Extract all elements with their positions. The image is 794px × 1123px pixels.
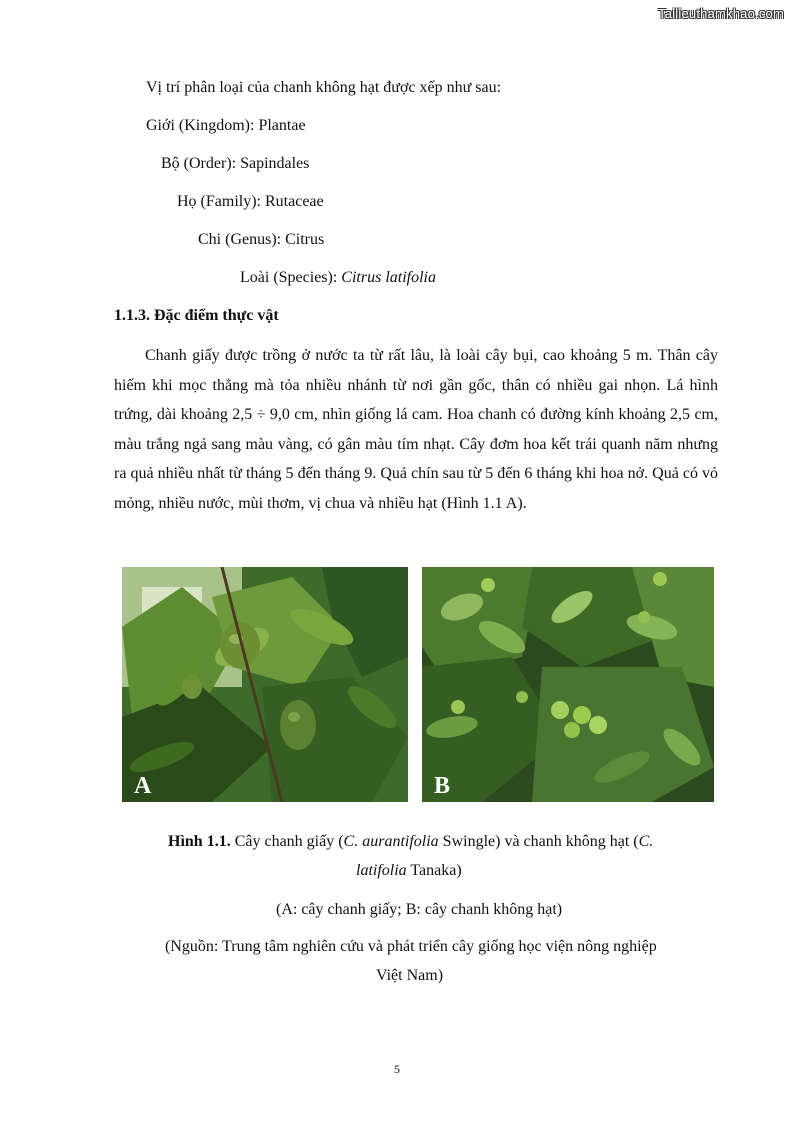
figure-source-line1: (Nguồn: Trung tâm nghiên cứu và phát triển cây giống học viện nông nghiệp	[165, 938, 657, 955]
species-name: Citrus latifolia	[341, 269, 436, 286]
caption-species-2b: latifolia	[356, 862, 407, 879]
caption-species-2a: C.	[638, 833, 654, 850]
watermark: Tailieuthamkhao.com	[658, 6, 784, 21]
taxonomy-kingdom: Giới (Kingdom): Plantae	[146, 117, 306, 134]
section-paragraph: Chanh giấy được trồng ở nước ta từ rất lâu, là loài cây bụi, cao khoảng 5 m. Thân cây hiếm khi mọc thẳng mà tỏa nhiều nhánh từ nơi gần gốc, thân có nhiều gai nhọn. Lá hình trứng, dài khoảng 2,5 ÷ 9,0 cm, nhìn giống lá cam. Hoa chanh có đường kính khoảng 2,5 cm, màu trắng ngả sang màu vàng, có gân màu tím nhạt. Cây đơm hoa kết trái quanh năm nhưng ra quả nhiều nhất từ tháng 5 đến tháng 9. Quả chín sau từ 5 đến 6 tháng khi hoa nở. Quả có vỏ mỏng, nhiều nước, mùi thơm, vị chua và nhiều hạt (Hình 1.1 A).	[114, 347, 718, 512]
figure-caption-line2	[356, 861, 462, 881]
figure-source-line2: Việt Nam)	[376, 967, 444, 984]
photo-b-image	[422, 567, 714, 802]
caption-text-1: Cây chanh giấy (	[230, 833, 344, 850]
photo-b	[422, 567, 714, 802]
caption-text-3: Tanaka)	[406, 862, 462, 879]
section-heading: 1.1.3. Đặc điểm thực vật	[114, 307, 279, 324]
taxonomy-species	[240, 268, 436, 288]
photo-a	[122, 567, 408, 802]
figure-number: Hình 1.1.	[168, 833, 231, 850]
page-number: 5	[394, 1062, 400, 1076]
taxonomy-order: Bộ (Order): Sapindales	[161, 155, 310, 172]
taxonomy-genus: Chi (Genus): Citrus	[198, 231, 325, 248]
caption-species-1: C. aurantifolia	[343, 833, 439, 850]
figure-caption-line1	[168, 832, 653, 852]
photo-b-label: B	[434, 773, 451, 799]
figure-legend: (A: cây chanh giấy; B: cây chanh không hạt)	[276, 901, 563, 918]
taxonomy-family: Họ (Family): Rutaceae	[177, 193, 324, 210]
caption-text-2: Swingle) và chanh không hạt (	[438, 833, 639, 850]
taxonomy-intro: Vị trí phân loại của chanh không hạt được xếp như sau:	[146, 79, 502, 96]
species-prefix: Loài (Species):	[240, 269, 342, 286]
photo-a-image	[122, 567, 408, 802]
photo-a-label: A	[134, 773, 152, 799]
